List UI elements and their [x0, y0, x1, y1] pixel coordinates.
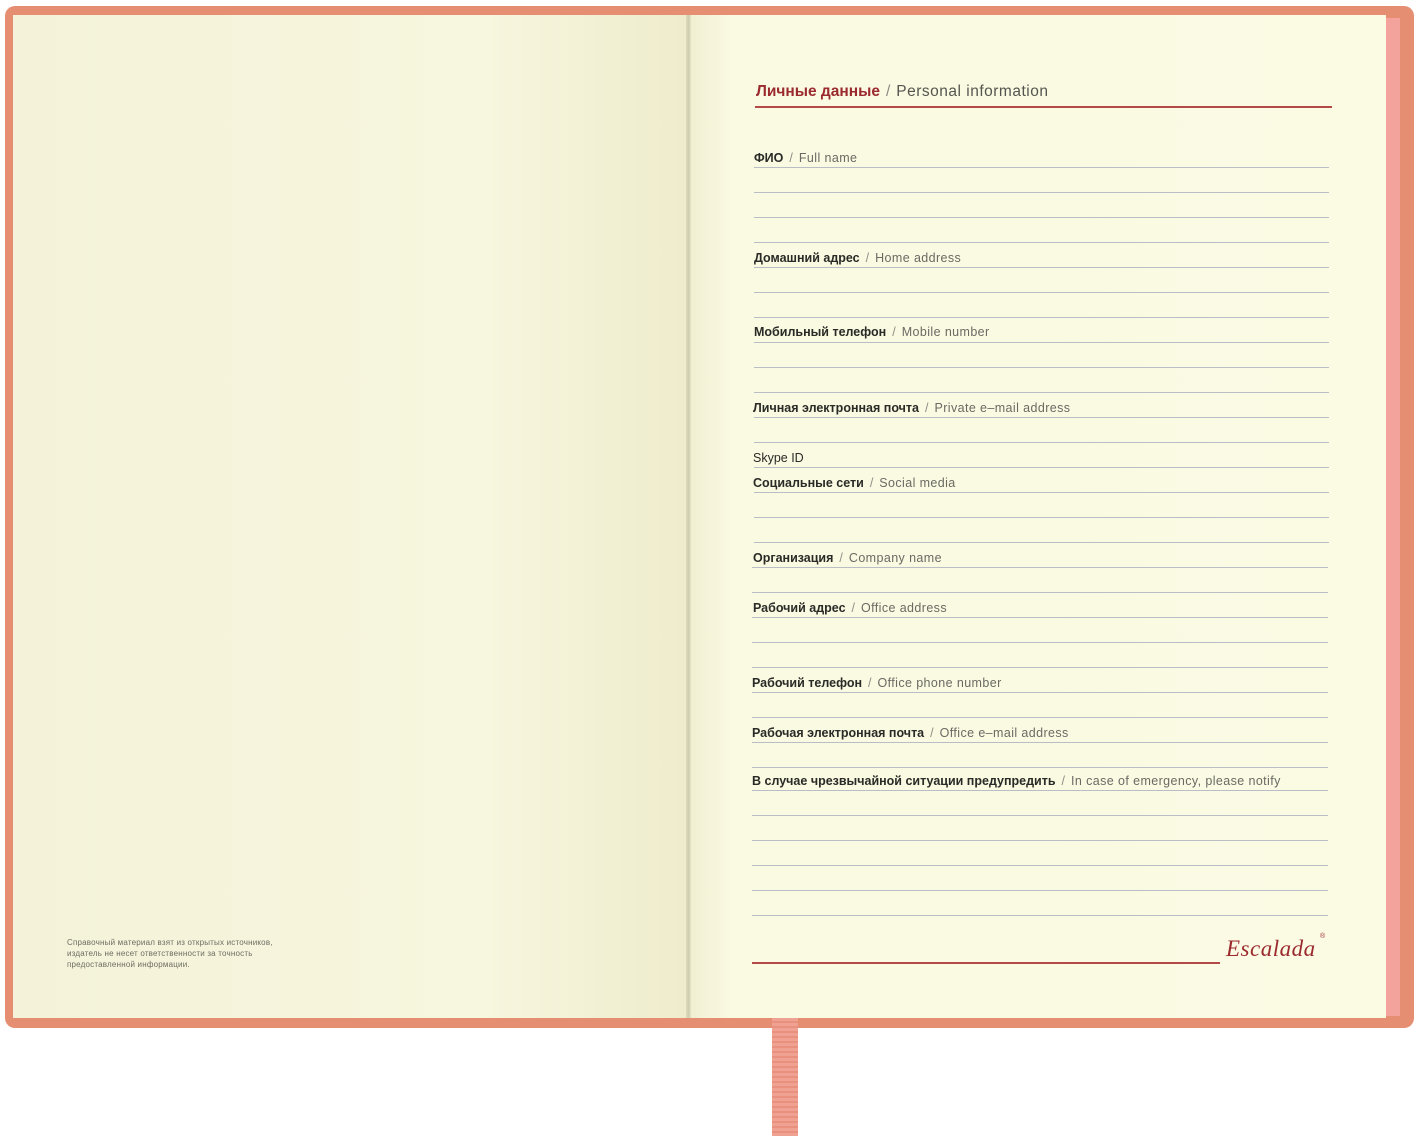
ruled-line — [752, 567, 1328, 568]
title-rule — [755, 106, 1332, 108]
field-full-name — [754, 151, 857, 165]
field-label-en: Home address — [875, 251, 962, 265]
disclaimer-line: Справочный материал взят из открытых источников, — [67, 938, 273, 947]
ruled-line — [752, 840, 1328, 841]
cover-edge — [1386, 18, 1400, 1016]
ruled-line — [754, 242, 1329, 243]
ruled-line — [752, 915, 1328, 916]
field-separator: / — [868, 676, 872, 690]
ruled-line — [754, 492, 1329, 493]
ruled-line — [752, 717, 1328, 718]
field-label-ru: ФИО — [754, 151, 784, 165]
ruled-line — [752, 767, 1328, 768]
ruled-line — [752, 815, 1328, 816]
ruled-line — [754, 517, 1329, 518]
field-office-phone — [752, 676, 1002, 690]
ruled-line — [754, 367, 1329, 368]
field-label-ru: Социальные сети — [753, 476, 864, 490]
disclaimer-line: издатель не несет ответственности за точность — [67, 949, 253, 958]
field-label-ru: В случае чрезвычайной ситуации предупредить — [752, 774, 1056, 788]
ruled-line — [754, 417, 1329, 418]
field-separator: / — [789, 151, 793, 165]
field-label-ru: Личная электронная почта — [753, 401, 919, 415]
field-label-en: Office address — [861, 601, 947, 615]
field-separator: / — [892, 325, 896, 339]
field-home-address — [754, 251, 961, 265]
page-title — [756, 83, 1048, 101]
field-label-ru: Рабочая электронная почта — [752, 726, 925, 740]
field-label-ru: Мобильный телефон — [754, 325, 887, 339]
ruled-line — [754, 267, 1329, 268]
disclaimer-text — [67, 937, 307, 970]
registered-mark: ® — [1320, 933, 1326, 940]
field-label-ru: Рабочий телефон — [752, 676, 863, 690]
page-title-en: Personal information — [896, 83, 1049, 100]
bookmark-ribbon[interactable] — [772, 1018, 798, 1136]
field-emergency-contact — [752, 774, 1281, 788]
ruled-line — [752, 890, 1328, 891]
field-separator: / — [930, 726, 934, 740]
ruled-line — [752, 742, 1328, 743]
ruled-line — [752, 667, 1328, 668]
ruled-line — [752, 642, 1328, 643]
ruled-line — [754, 217, 1329, 218]
field-private-email — [753, 401, 1070, 415]
field-office-address — [753, 601, 947, 615]
bottom-rule — [752, 962, 1220, 964]
field-label-en: Company name — [848, 551, 942, 565]
field-label-ru: Рабочий адрес — [753, 601, 846, 615]
ruled-line — [754, 192, 1329, 193]
field-label-en: Full name — [798, 151, 858, 165]
field-skype-id — [753, 451, 804, 465]
field-label-en: Private e–mail address — [934, 401, 1071, 415]
field-label-en: Office phone number — [877, 676, 1002, 690]
field-office-email — [752, 726, 1069, 740]
field-separator: / — [869, 476, 874, 490]
ruled-line — [752, 790, 1328, 791]
field-label-en: Office e–mail address — [939, 726, 1069, 740]
field-label-ru: Организация — [753, 551, 834, 565]
ruled-line — [754, 467, 1329, 468]
notebook-spine — [686, 15, 691, 1018]
field-label-en: Mobile number — [901, 325, 990, 339]
brand-logo: Escalada — [1226, 936, 1316, 961]
ruled-line — [752, 865, 1328, 866]
field-label-en: Social media — [879, 476, 956, 490]
disclaimer-line: предоставленной информации. — [67, 960, 190, 969]
ruled-line — [754, 292, 1329, 293]
field-social-media — [753, 476, 956, 490]
field-label-ru: Skype ID — [753, 451, 804, 465]
ruled-line — [752, 692, 1328, 693]
field-separator: / — [1061, 774, 1066, 788]
ruled-line — [754, 542, 1329, 543]
field-separator: / — [851, 601, 856, 615]
field-company-name — [753, 551, 942, 565]
ruled-line — [752, 617, 1328, 618]
left-page — [13, 15, 688, 1018]
ruled-line — [754, 392, 1329, 393]
field-mobile-number — [754, 325, 990, 339]
ruled-line — [754, 167, 1329, 168]
ruled-line — [754, 342, 1329, 343]
field-separator: / — [839, 551, 843, 565]
field-separator: / — [924, 401, 929, 415]
field-separator: / — [865, 251, 870, 265]
ruled-line — [752, 592, 1328, 593]
page-title-ru: Личные данные — [756, 83, 880, 100]
field-label-en: In case of emergency, please notify — [1071, 774, 1281, 788]
page-title-separator: / — [885, 83, 891, 100]
ruled-line — [754, 317, 1329, 318]
ruled-line — [754, 442, 1329, 443]
field-label-ru: Домашний адрес — [754, 251, 860, 265]
